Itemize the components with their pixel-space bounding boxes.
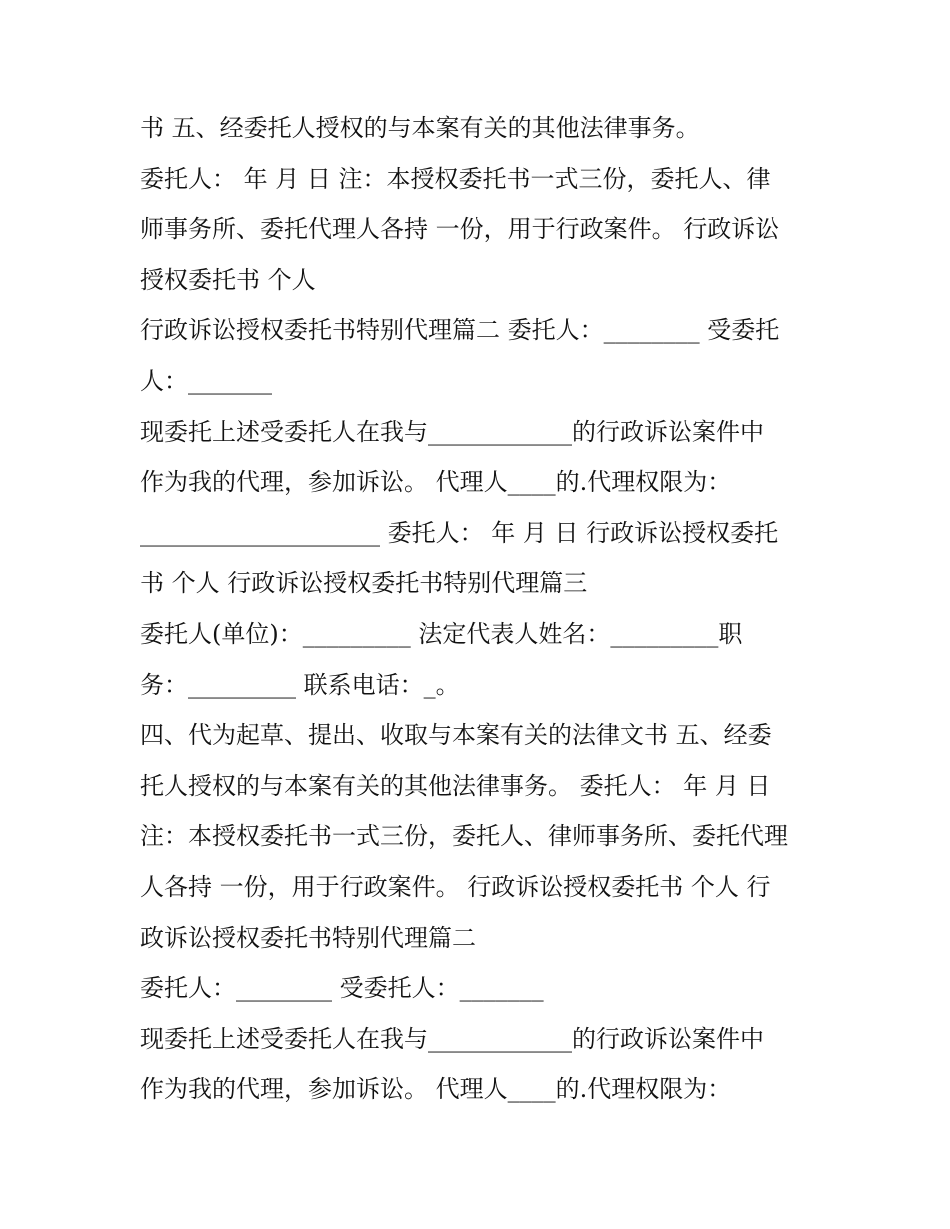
text-line-2: 委托人： 年 月 日 注：本授权委托书一式三份，委托人、律	[140, 164, 771, 193]
text-line-8: 作为我的代理，参加诉讼。 代理人____的.代理权限为：	[140, 468, 732, 497]
text-line-18: 委托人：________ 受委托人：_______	[140, 974, 544, 1003]
text-line-10: 书 个人 行政诉讼授权委托书特别代理篇三	[140, 569, 588, 598]
text-line-14: 托人授权的与本案有关的其他法律事务。 委托人： 年 月 日	[140, 771, 771, 800]
text-line-6: 人：_______	[140, 366, 272, 395]
text-line-12: 务：_________ 联系电话：_。	[140, 670, 460, 699]
text-line-16: 人各持 一份，用于行政案件。 行政诉讼授权委托书 个人 行	[140, 872, 771, 901]
document-body	[140, 103, 820, 1115]
text-line-7: 现委托上述受委托人在我与____________的行政诉讼案件中	[140, 417, 764, 446]
text-line-11: 委托人(单位)：_________ 法定代表人姓名：_________职	[140, 619, 743, 648]
text-line-19: 现委托上述受委托人在我与____________的行政诉讼案件中	[140, 1024, 764, 1053]
text-line-17: 政诉讼授权委托书特别代理篇二	[140, 923, 476, 952]
text-line-3: 师事务所、委托代理人各持 一份，用于行政案件。 行政诉讼	[140, 215, 780, 244]
text-line-5: 行政诉讼授权委托书特别代理篇二 委托人：________ 受委托	[140, 316, 780, 345]
text-line-15: 注：本授权委托书一式三份，委托人、律师事务所、委托代理	[140, 822, 788, 851]
text-line-1: 书 五、经委托人授权的与本案有关的其他法律事务。	[140, 114, 700, 142]
text-line-13: 四、代为起草、提出、收取与本案有关的法律文书 五、经委	[140, 721, 772, 750]
text-line-20: 作为我的代理，参加诉讼。 代理人____的.代理权限为：	[140, 1075, 732, 1104]
text-line-4: 授权委托书 个人	[140, 265, 316, 294]
text-line-9: ____________________ 委托人： 年 月 日 行政诉讼授权委托	[140, 518, 779, 547]
